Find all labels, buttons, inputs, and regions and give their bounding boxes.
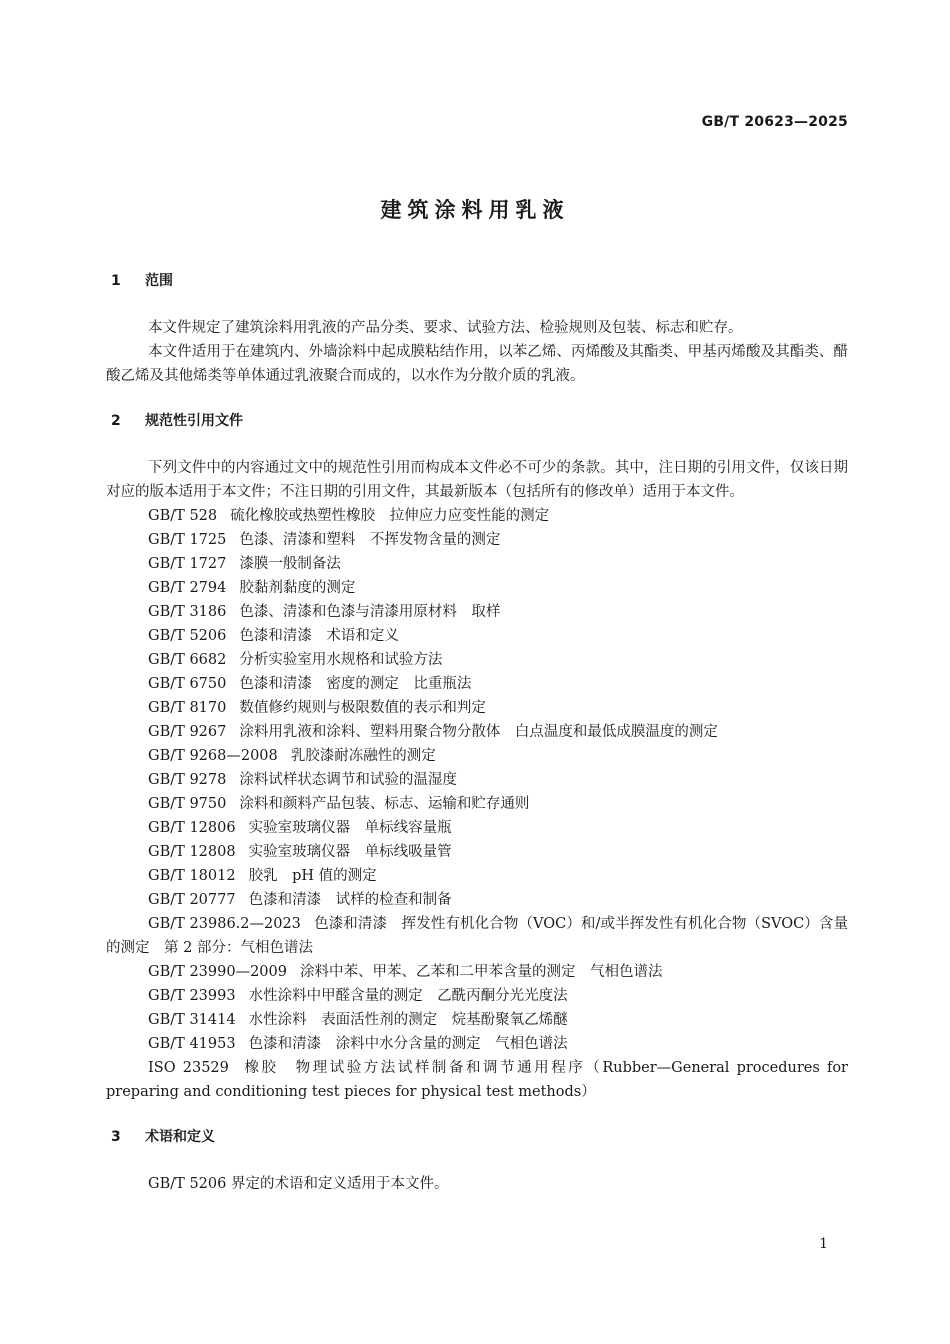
reference-title: 胶乳: [248, 868, 278, 884]
reference-title: 乳胶漆耐冻融性的测定: [290, 748, 436, 764]
reference-item: [106, 912, 848, 960]
reference-code: GB/T 528: [148, 508, 218, 524]
section-number: 2: [111, 413, 121, 429]
reference-code: GB/T 18012: [148, 868, 236, 884]
paragraph: 本文件规定了建筑涂料用乳液的产品分类、要求、试验方法、检验规则及包装、标志和贮存。: [148, 320, 743, 336]
reference-subtitle: 白点温度和最低成膜温度的测定: [514, 724, 718, 740]
reference-title: 漆膜一般制备法: [239, 556, 341, 572]
reference-title: 实验室玻璃仪器: [248, 844, 351, 860]
reference-subtitle: 单标线吸量管: [364, 844, 452, 860]
reference-code: GB/T 6682: [148, 652, 227, 668]
reference-item: [106, 576, 848, 600]
reference-subtitle: 挥发性有机化合物（VOC）和/或半挥发性有机化合物（SVOC）含量的测定 第 2 部分：气相色谱法: [106, 916, 849, 956]
reference-title: 色漆和清漆: [239, 628, 312, 644]
reference-code: GB/T 20777: [148, 892, 236, 908]
paragraph: 下列文件中的内容通过文中的规范性引用而构成本文件必不可少的条款。其中，注日期的引用文件，仅该日期对应的版本适用于本文件；不注日期的引用文件，其最新版本（包括所有的修改单）适用于本文件。: [106, 460, 848, 500]
reference-code: GB/T 23993: [148, 988, 236, 1004]
reference-item: [106, 984, 848, 1008]
reference-title: 涂料试样状态调节和试验的温湿度: [239, 772, 457, 788]
section-heading-scope: [106, 270, 848, 292]
reference-code: GB/T 31414: [148, 1012, 236, 1028]
reference-title: 水性涂料中甲醛含量的测定: [248, 988, 423, 1004]
section-number: 1: [111, 273, 121, 289]
reference-code: GB/T 9268—2008: [148, 748, 278, 764]
reference-item: [106, 792, 848, 816]
reference-subtitle: pH 值的测定: [292, 868, 377, 884]
reference-item: [106, 648, 848, 672]
reference-item: [106, 840, 848, 864]
reference-item: [106, 1032, 848, 1056]
reference-list: [106, 504, 848, 1104]
reference-title: 色漆和清漆: [248, 892, 322, 908]
reference-code: GB/T 12806: [148, 820, 236, 836]
reference-title: 水性涂料: [248, 1012, 307, 1028]
reference-item: [106, 888, 848, 912]
reference-title: 橡胶: [241, 1060, 279, 1076]
reference-code: GB/T 9267: [148, 724, 227, 740]
reference-item: [106, 1056, 848, 1104]
reference-item: [106, 624, 848, 648]
reference-subtitle: 乙酰丙酮分光光度法: [437, 988, 568, 1004]
section-heading-terms: [106, 1126, 848, 1148]
page-number: 1: [819, 1236, 828, 1252]
reference-code: GB/T 12808: [148, 844, 236, 860]
document-body: [106, 270, 848, 1196]
reference-title: 实验室玻璃仪器: [248, 820, 351, 836]
reference-subtitle: 密度的测定 比重瓶法: [326, 676, 472, 692]
reference-code: GB/T 5206: [148, 628, 227, 644]
reference-code: ISO 23529: [148, 1060, 229, 1076]
reference-title: 涂料和颜料产品包装、标志、运输和贮存通则: [239, 796, 530, 812]
reference-code: GB/T 9750: [148, 796, 227, 812]
reference-title: 色漆和清漆: [239, 676, 312, 692]
reference-item: [106, 816, 848, 840]
reference-subtitle: 单标线容量瓶: [364, 820, 452, 836]
reference-code: GB/T 1725: [148, 532, 227, 548]
reference-subtitle: 拉伸应力应变性能的测定: [389, 508, 550, 524]
reference-item: [106, 1008, 848, 1032]
reference-item: [106, 744, 848, 768]
reference-code: GB/T 41953: [148, 1036, 236, 1052]
section-title: 规范性引用文件: [145, 413, 243, 429]
reference-title: 胶黏剂黏度的测定: [239, 580, 356, 596]
reference-subtitle: 不挥发物含量的测定: [369, 532, 501, 548]
reference-item: [106, 768, 848, 792]
section-number: 3: [111, 1129, 121, 1145]
reference-title: 涂料中苯、甲苯、乙苯和二甲苯含量的测定: [300, 964, 576, 980]
reference-code: GB/T 23986.2—2023: [148, 916, 301, 932]
section-title: 范围: [145, 273, 173, 289]
standard-code: GB/T 20623—2025: [701, 114, 848, 130]
reference-code: GB/T 6750: [148, 676, 227, 692]
reference-item: [106, 552, 848, 576]
reference-code: GB/T 3186: [148, 604, 227, 620]
document-title: 建筑涂料用乳液: [380, 198, 570, 222]
reference-code: GB/T 9278: [148, 772, 227, 788]
reference-item: [106, 720, 848, 744]
section-heading-normative-references: [106, 410, 848, 432]
section-title: 术语和定义: [145, 1129, 215, 1145]
reference-code: GB/T 23990—2009: [148, 964, 287, 980]
reference-item: [106, 960, 848, 984]
reference-subtitle: 涂料中水分含量的测定 气相色谱法: [335, 1036, 568, 1052]
reference-subtitle: 取样: [471, 604, 501, 620]
reference-subtitle: 物理试验方法试样制备和调节通用程序（Rubber—General procedures for preparing and conditioning test pieces for physical test methods）: [106, 1060, 848, 1100]
reference-item: [106, 696, 848, 720]
reference-item: [106, 864, 848, 888]
reference-code: GB/T 2794: [148, 580, 227, 596]
reference-item: [106, 672, 848, 696]
reference-subtitle: 气相色谱法: [590, 964, 663, 980]
reference-item: [106, 528, 848, 552]
reference-title: 色漆和清漆: [248, 1036, 322, 1052]
paragraph: 本文件适用于在建筑内、外墙涂料中起成膜粘结作用，以苯乙烯、丙烯酸及其酯类、甲基丙烯酸及其酯类、醋酸乙烯及其他烯类等单体通过乳液聚合而成的，以水作为分散介质的乳液。: [106, 344, 848, 384]
reference-item: [106, 504, 848, 528]
reference-title: 数值修约规则与极限数值的表示和判定: [239, 700, 486, 716]
reference-subtitle: 试样的检查和制备: [335, 892, 452, 908]
reference-title: 色漆、清漆和色漆与清漆用原材料: [239, 604, 457, 620]
reference-title: 分析实验室用水规格和试验方法: [239, 652, 443, 668]
reference-code: GB/T 8170: [148, 700, 227, 716]
reference-title: 色漆、清漆和塑料: [239, 532, 356, 548]
reference-title: 涂料用乳液和涂料、塑料用聚合物分散体: [239, 724, 501, 740]
reference-subtitle: 表面活性剂的测定 烷基酚聚氧乙烯醚: [321, 1012, 568, 1028]
reference-item: [106, 600, 848, 624]
paragraph: GB/T 5206 界定的术语和定义适用于本文件。: [148, 1176, 449, 1192]
reference-subtitle: 术语和定义: [326, 628, 399, 644]
reference-code: GB/T 1727: [148, 556, 227, 572]
reference-title: 硫化橡胶或热塑性橡胶: [230, 508, 376, 524]
reference-title: 色漆和清漆: [313, 916, 388, 932]
